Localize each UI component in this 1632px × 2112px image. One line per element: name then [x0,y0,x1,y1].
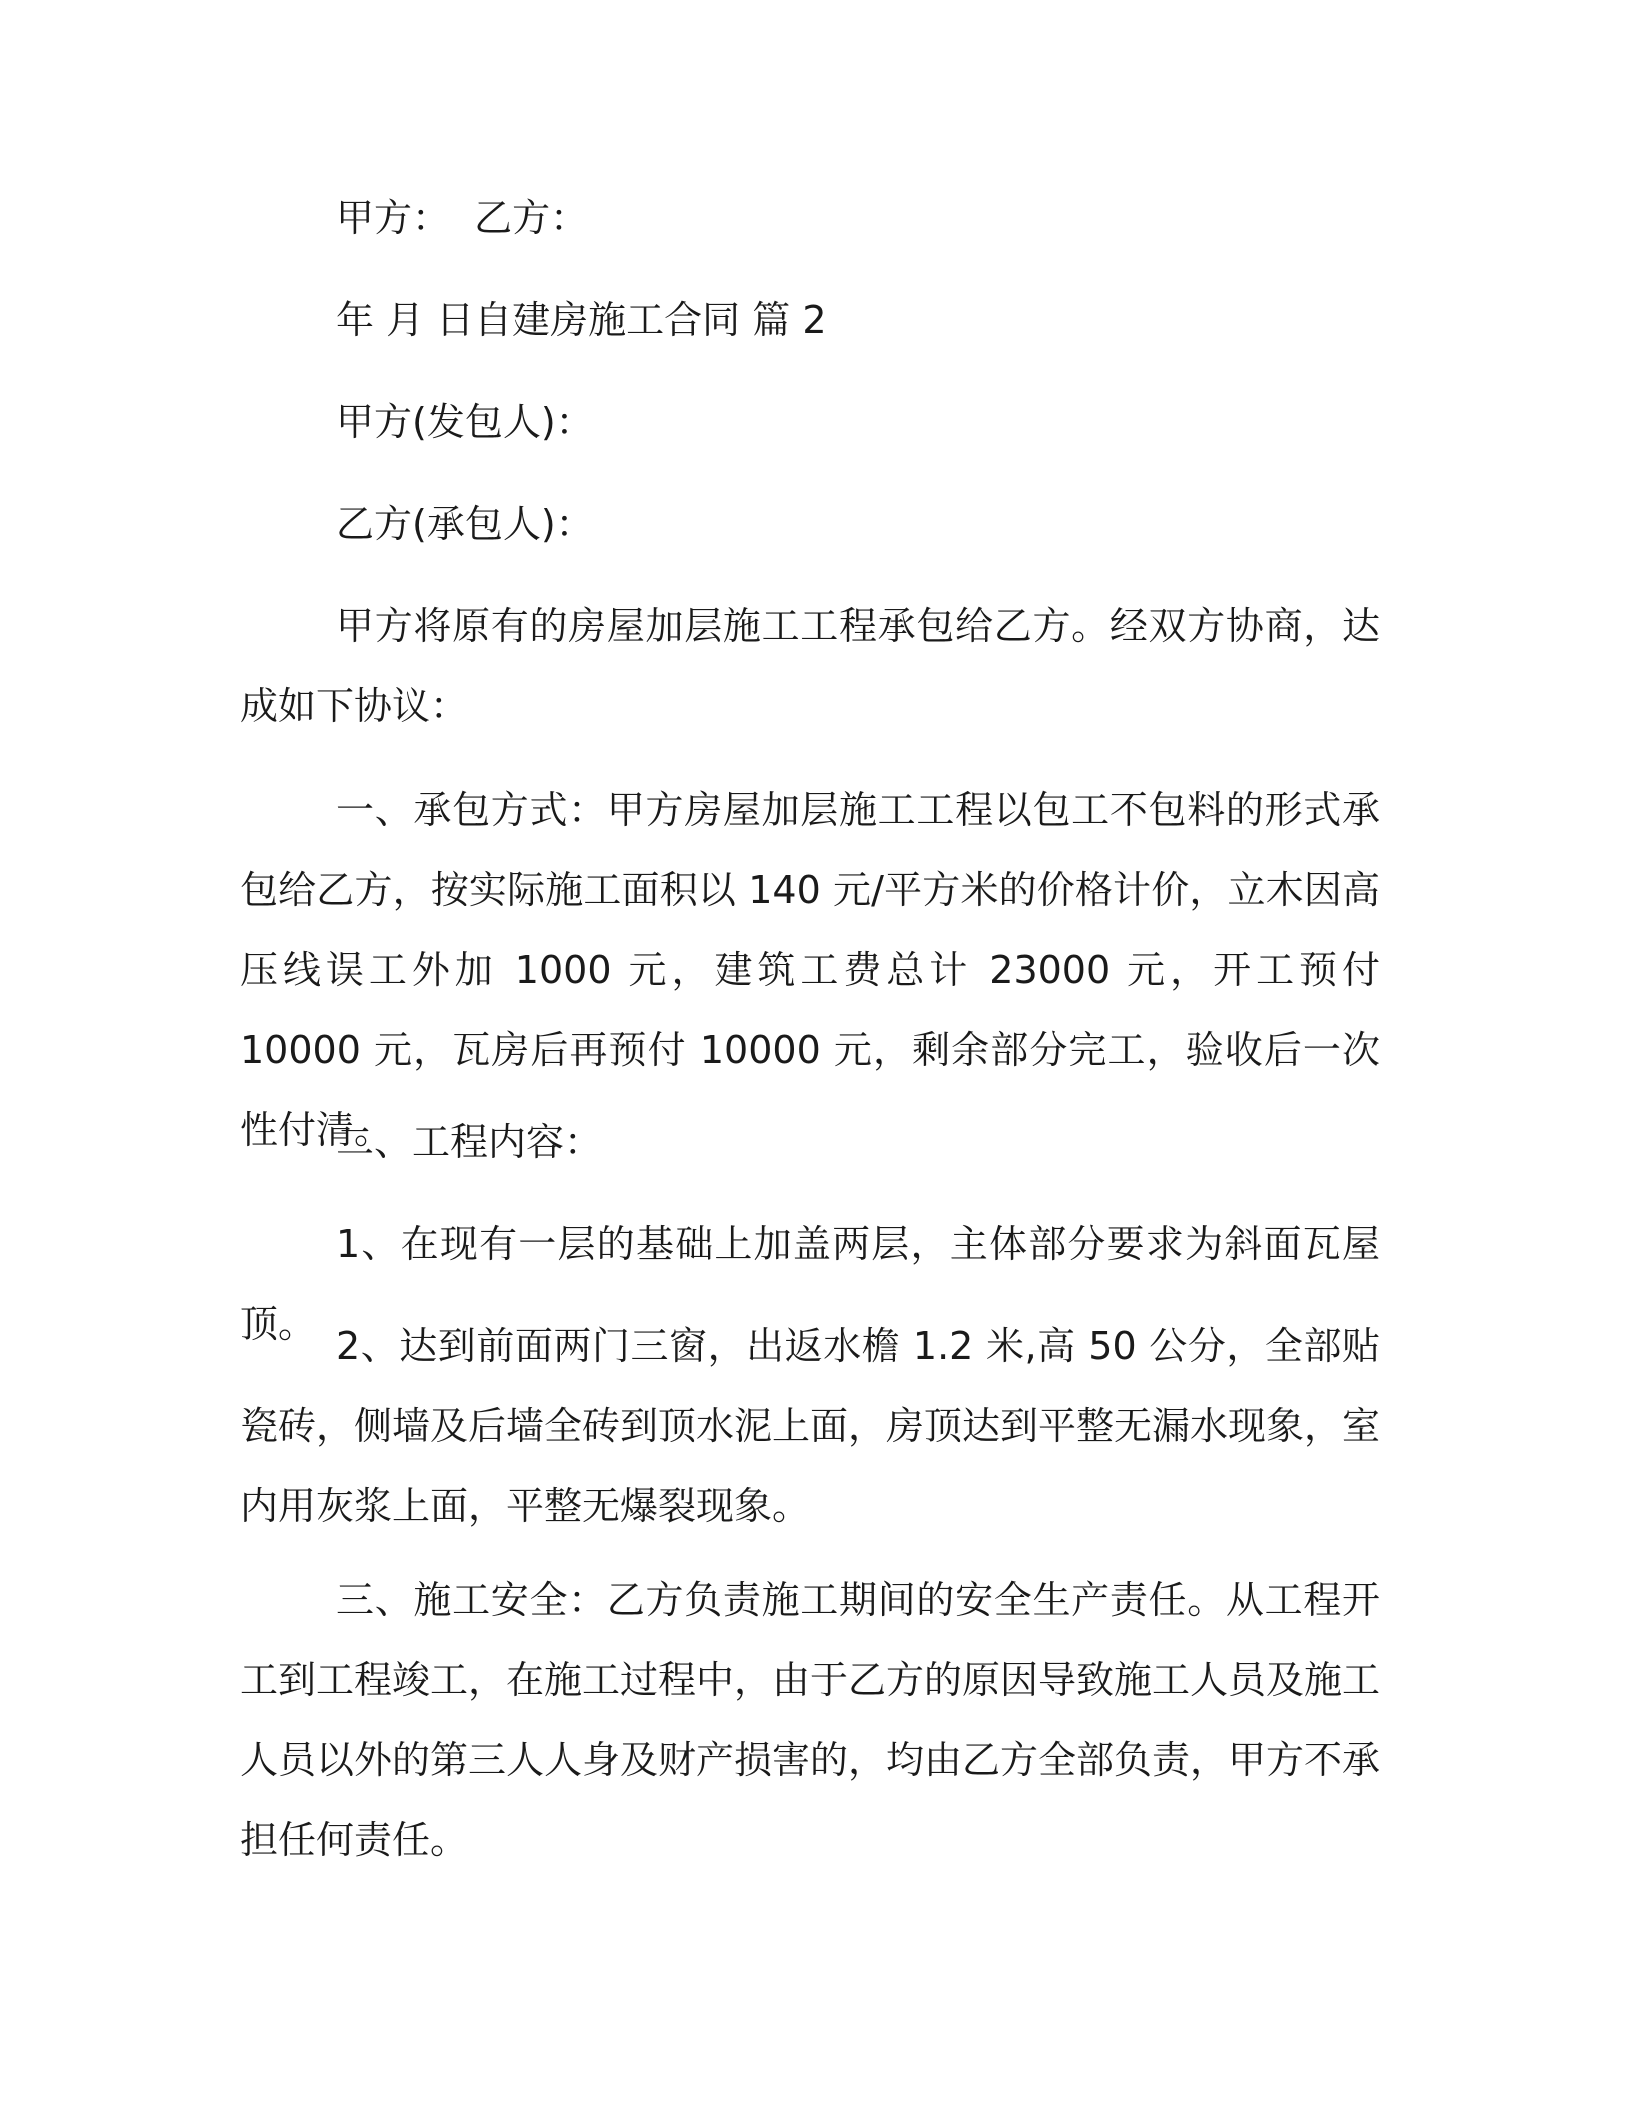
clause-2-item-2: 2、达到前面两门三窗，出返水檐 1.2 米,高 50 公分，全部贴瓷砖，侧墙及后墙全砖到顶水泥上面，房顶达到平整无漏水现象，室内用灰浆上面，平整无爆裂现象。 [240,1324,1381,1528]
clause-2-item-1: 1、在现有一层的基础上加盖两层，主体部分要求为斜面瓦屋顶。 [240,1222,1380,1346]
clause-2-heading: 二、工程内容： [336,1120,603,1164]
contract-title-line: 年 月 日自建房施工合同 篇 2 [336,298,827,342]
party-b-line: 乙方(承包人)： [336,502,594,546]
party-signature-line: 甲方： 乙方： [336,196,589,240]
clause-3-paragraph: 三、施工安全：乙方负责施工期间的安全生产责任。从工程开工到工程竣工，在施工过程中，由于乙方的原因导致施工人员及施工人员以外的第三人人身及财产损害的，均由乙方全部负责，甲方不承担任何责任。 [240,1578,1381,1862]
preamble-paragraph: 甲方将原有的房屋加层施工工程承包给乙方。经双方协商，达成如下协议： [240,604,1380,728]
party-a-line: 甲方(发包人)： [336,400,594,444]
clause-1-paragraph: 一、承包方式：甲方房屋加层施工工程以包工不包料的形式承包给乙方，按实际施工面积以 140 元/平方米的价格计价，立木因高压线误工外加 1000 元，建筑工费总计 23000 元，开工预付 10000 元，瓦房后再预付 10000 元，剩余部分完工，验收后一次性付清。 [240,788,1393,1152]
